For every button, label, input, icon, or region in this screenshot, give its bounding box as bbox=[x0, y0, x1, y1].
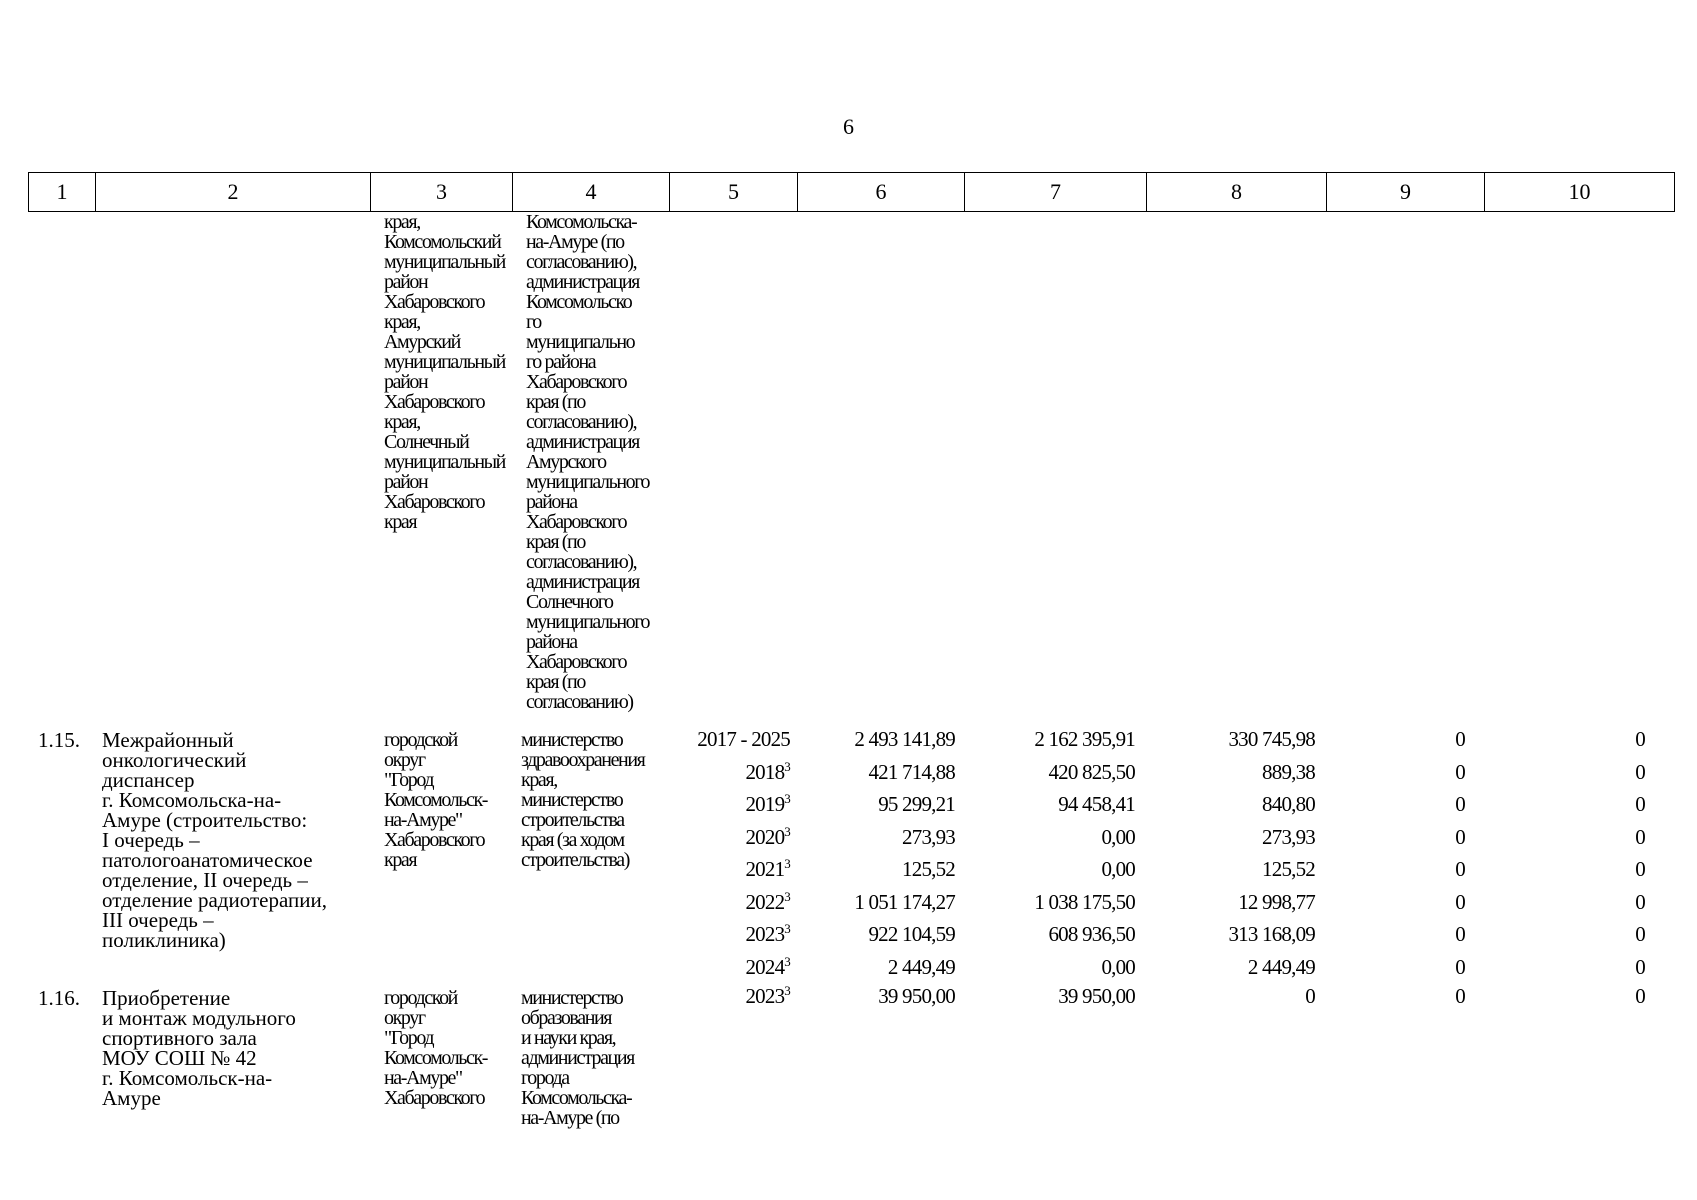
header-col-8: 8 bbox=[1147, 173, 1327, 212]
amount-c10: 0 bbox=[1635, 954, 1645, 979]
column-number-header bbox=[28, 172, 1675, 212]
row-1-16-name: Приобретение и монтаж модульного спортивного зала МОУ СОШ № 42 г. Комсомольск-на- Амуре bbox=[102, 986, 296, 1110]
amount-c8: 0 bbox=[1305, 984, 1315, 1008]
amount-c9: 0 bbox=[1455, 824, 1465, 849]
header-col-5: 5 bbox=[670, 173, 798, 212]
header-col-3: 3 bbox=[371, 173, 513, 212]
amount-c8: 125,52 bbox=[1262, 857, 1315, 881]
amount-c7: 608 936,50 bbox=[1048, 922, 1135, 946]
amount-c7: 39 950,00 bbox=[1058, 984, 1135, 1008]
footnote-mark: 3 bbox=[784, 823, 790, 839]
amount-c10: 0 bbox=[1635, 824, 1645, 849]
footnote-mark: 3 bbox=[784, 983, 790, 998]
row-1-15-territory: городской округ "Город Комсомольск- на-Амуре" Хабаровского края bbox=[384, 729, 488, 871]
row-1-16-executor: министерство образования и науки края, администрация города Комсомольска- на-Амуре (по bbox=[521, 987, 634, 1129]
row-1-15-name: Межрайонный онкологический диспансер г. Комсомольска-на- Амуре (строительство: I очередь – патологоанатомическое отделение, II очередь – отделение радиотерапии, III очередь – поликлиника) bbox=[102, 728, 327, 952]
year-cell bbox=[680, 955, 790, 979]
amount-c7: 420 825,50 bbox=[1048, 759, 1135, 784]
header-col-2: 2 bbox=[96, 173, 371, 212]
amount-c10: 0 bbox=[1635, 759, 1645, 784]
header-col-1: 1 bbox=[29, 173, 96, 212]
row-1-15-executor: министерство здравоохранения края, министерство строительства края (за ходом строительства) bbox=[521, 729, 645, 871]
amount-c9: 0 bbox=[1455, 857, 1465, 881]
header-col-7: 7 bbox=[965, 173, 1147, 212]
header-col-10: 10 bbox=[1485, 173, 1675, 212]
amount-c10: 0 bbox=[1635, 727, 1645, 751]
header-col-9: 9 bbox=[1327, 173, 1485, 212]
footnote-mark: 3 bbox=[784, 856, 790, 871]
amount-c10: 0 bbox=[1635, 792, 1645, 816]
amount-c7: 94 458,41 bbox=[1058, 792, 1135, 816]
amount-c6: 922 104,59 bbox=[868, 922, 955, 946]
amount-c10: 0 bbox=[1635, 984, 1645, 1008]
amount-c8: 313 168,09 bbox=[1228, 922, 1315, 946]
year-label: 2018 bbox=[745, 759, 785, 784]
amount-c6: 125,52 bbox=[902, 857, 955, 881]
year-label: 2019 bbox=[745, 792, 785, 816]
year-label: 2017 - 2025 bbox=[697, 727, 790, 751]
amount-c9: 0 bbox=[1455, 984, 1465, 1008]
continuation-executor: Комсомольска- на-Амуре (по согласованию), администрация Комсомольско го муниципально го района Хабаровского края (по согласованию), администрация Амурского муниципального района Хабаровского края (по согласованию), администрация Солнечного муниципального района Хабаровского края (по согласованию) bbox=[526, 211, 650, 713]
row-1-15-number: 1.15. bbox=[38, 728, 80, 752]
year-cell bbox=[680, 792, 790, 816]
amount-c6: 39 950,00 bbox=[878, 984, 955, 1008]
amount-c10: 0 bbox=[1635, 857, 1645, 881]
amount-c9: 0 bbox=[1455, 759, 1465, 784]
year-cell bbox=[680, 890, 790, 914]
year-cell bbox=[680, 857, 790, 881]
amount-c7: 2 162 395,91 bbox=[1034, 727, 1135, 751]
amount-c6: 2 449,49 bbox=[887, 954, 955, 979]
amount-c6: 1 051 174,27 bbox=[854, 889, 955, 914]
amount-c9: 0 bbox=[1455, 792, 1465, 816]
year-cell bbox=[680, 922, 790, 946]
amount-c8: 12 998,77 bbox=[1238, 889, 1315, 914]
amount-c10: 0 bbox=[1635, 889, 1645, 914]
footnote-mark: 3 bbox=[784, 953, 790, 969]
footnote-mark: 3 bbox=[784, 758, 790, 774]
year-label: 2024 bbox=[745, 954, 785, 979]
year-cell bbox=[680, 984, 790, 1008]
year-label: 2021 bbox=[745, 857, 785, 881]
footnote-mark: 3 bbox=[784, 888, 790, 904]
amount-c8: 840,80 bbox=[1262, 792, 1315, 816]
amount-c8: 889,38 bbox=[1262, 759, 1315, 784]
amount-c6: 95 299,21 bbox=[878, 792, 955, 816]
row-1-16-territory: городской округ "Город Комсомольск- на-Амуре" Хабаровского bbox=[384, 987, 488, 1109]
year-cell bbox=[680, 760, 790, 784]
amount-c8: 330 745,98 bbox=[1228, 727, 1315, 751]
amount-c10: 0 bbox=[1635, 922, 1645, 946]
year-cell bbox=[680, 825, 790, 849]
header-col-6: 6 bbox=[798, 173, 965, 212]
row-1-16-number: 1.16. bbox=[38, 986, 80, 1010]
year-label: 2023 bbox=[745, 922, 785, 946]
amount-c9: 0 bbox=[1455, 727, 1465, 751]
amount-c8: 273,93 bbox=[1262, 824, 1315, 849]
year-cell bbox=[680, 727, 790, 751]
amount-c9: 0 bbox=[1455, 954, 1465, 979]
amount-c7: 0,00 bbox=[1101, 857, 1135, 881]
amount-c6: 421 714,88 bbox=[868, 759, 955, 784]
continuation-territory: края, Комсомольский муниципальный район Хабаровского края, Амурский муниципальный район Хабаровского края, Солнечный муниципальный район Хабаровского края bbox=[384, 211, 505, 533]
amount-c9: 0 bbox=[1455, 922, 1465, 946]
amount-c7: 0,00 bbox=[1101, 954, 1135, 979]
footnote-mark: 3 bbox=[784, 921, 790, 936]
page-number: 6 bbox=[843, 114, 854, 139]
header-col-4: 4 bbox=[513, 173, 670, 212]
amount-c7: 0,00 bbox=[1101, 824, 1135, 849]
footnote-mark: 3 bbox=[784, 791, 790, 806]
year-label: 2020 bbox=[745, 824, 785, 849]
amount-c9: 0 bbox=[1455, 889, 1465, 914]
amount-c8: 2 449,49 bbox=[1247, 954, 1315, 979]
amount-c6: 2 493 141,89 bbox=[854, 727, 955, 751]
year-label: 2022 bbox=[745, 889, 785, 914]
year-label: 2023 bbox=[745, 984, 785, 1008]
amount-c6: 273,93 bbox=[902, 824, 955, 849]
amount-c7: 1 038 175,50 bbox=[1034, 889, 1135, 914]
